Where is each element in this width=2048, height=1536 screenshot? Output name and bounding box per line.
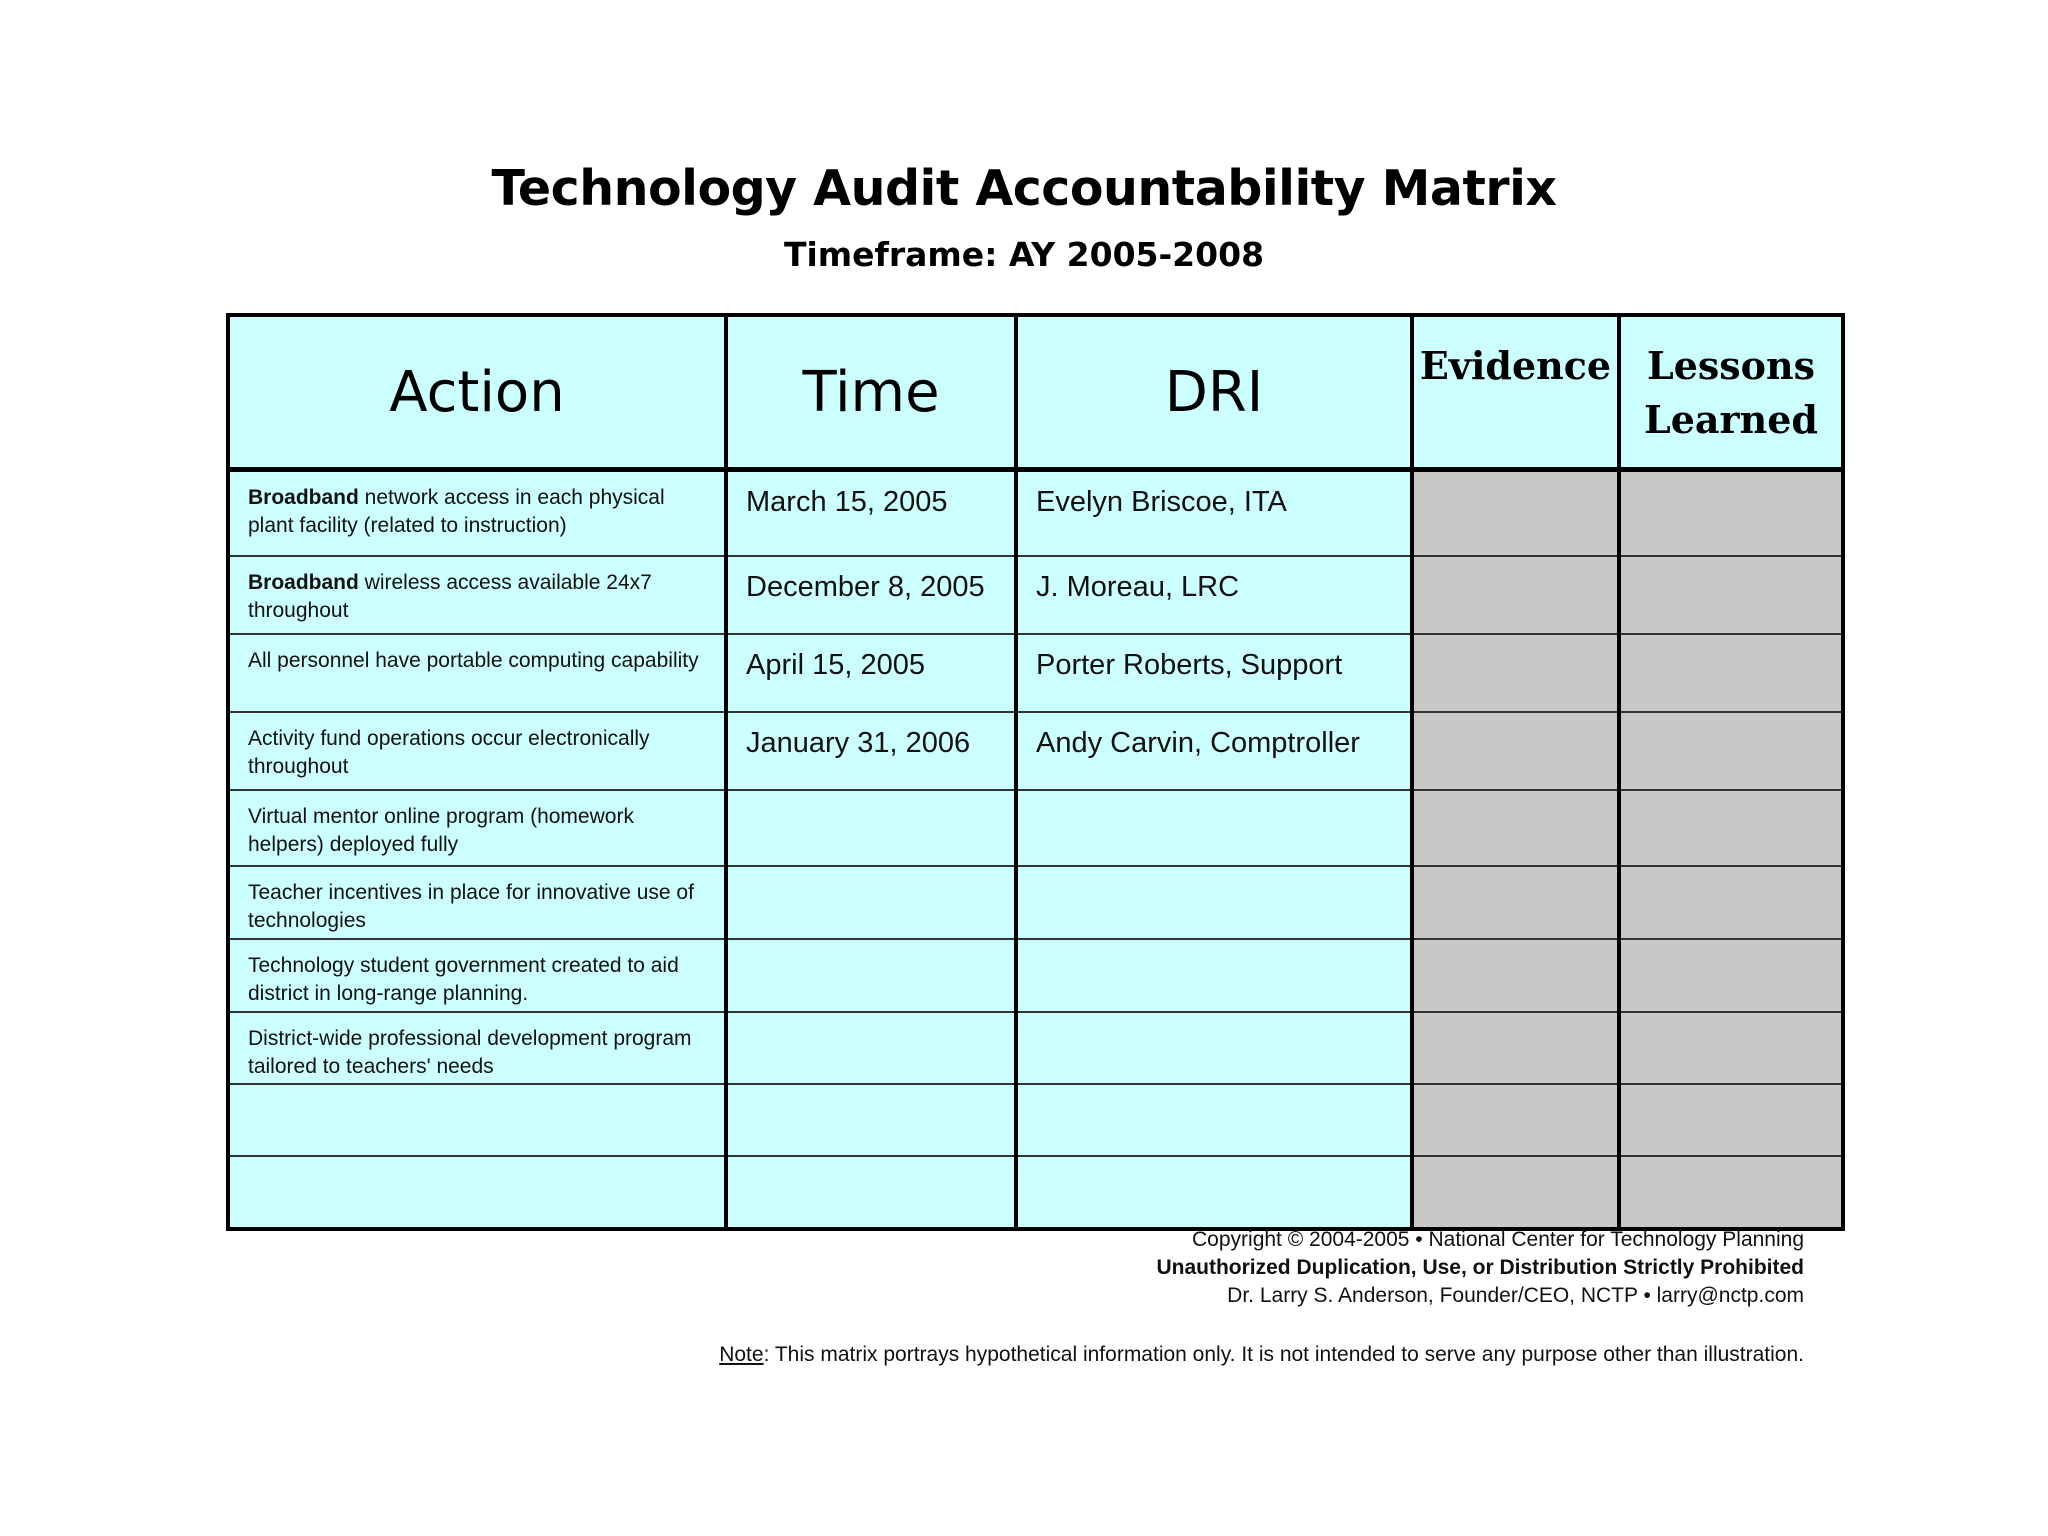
time-value: December 8, 2005	[746, 571, 985, 603]
timeframe-subtitle: Timeframe: AY 2005-2008	[783, 235, 1265, 274]
time-value	[728, 791, 1014, 805]
action-text: District-wide professional development program tailored to teachers' needs	[248, 1027, 692, 1078]
time-cell	[726, 939, 1016, 1012]
lessons-learned-cell	[1619, 939, 1843, 1012]
accountability-matrix-table	[226, 313, 1845, 1231]
time-value	[728, 1157, 1014, 1171]
evidence-cell	[1412, 556, 1619, 634]
time-value: April 15, 2005	[746, 649, 925, 681]
evidence-cell	[1412, 1012, 1619, 1084]
evidence-cell	[1412, 939, 1619, 1012]
table-row	[228, 556, 1843, 634]
time-cell	[726, 470, 1016, 557]
lessons-learned-cell	[1619, 1084, 1843, 1156]
time-cell	[726, 790, 1016, 866]
lessons-learned-cell	[1619, 470, 1843, 557]
table-row	[228, 790, 1843, 866]
table-row	[228, 712, 1843, 790]
header-time: Time	[726, 315, 1016, 470]
copyright-line: Copyright © 2004-2005 • National Center for Technology Planning	[1192, 1228, 1804, 1251]
dri-cell	[1016, 1156, 1412, 1229]
time-value	[728, 940, 1014, 954]
dri-cell	[1016, 866, 1412, 939]
dri-cell	[1016, 939, 1412, 1012]
time-cell	[726, 556, 1016, 634]
time-cell	[726, 1084, 1016, 1156]
dri-cell	[1016, 790, 1412, 866]
time-cell	[726, 1012, 1016, 1084]
dri-cell	[1016, 1012, 1412, 1084]
lessons-learned-cell	[1619, 712, 1843, 790]
author-contact-line: Dr. Larry S. Anderson, Founder/CEO, NCTP • larry@nctp.com	[1227, 1284, 1804, 1307]
action-text: All personnel have portable computing capability	[248, 649, 699, 672]
action-cell	[228, 634, 726, 712]
action-cell	[228, 556, 726, 634]
table-row	[228, 866, 1843, 939]
action-cell	[228, 866, 726, 939]
time-cell	[726, 712, 1016, 790]
dri-value	[1018, 867, 1410, 881]
table-row	[228, 1156, 1843, 1229]
time-value: January 31, 2006	[746, 727, 971, 759]
evidence-cell	[1412, 866, 1619, 939]
dri-cell	[1016, 1084, 1412, 1156]
action-text: wireless access available 24x7 throughout	[248, 571, 652, 622]
lessons-learned-cell	[1619, 634, 1843, 712]
action-text: Teacher incentives in place for innovative use of technologies	[248, 881, 694, 932]
header-dri: DRI	[1016, 315, 1412, 470]
action-text: network access in each physical plant facility (related to instruction)	[248, 486, 665, 537]
dri-value	[1018, 940, 1410, 954]
page-title: Technology Audit Accountability Matrix	[491, 160, 1557, 217]
disclaimer-note	[719, 1343, 1804, 1367]
header-lessons-learned	[1619, 315, 1843, 470]
action-cell	[228, 1012, 726, 1084]
action-cell	[228, 939, 726, 1012]
dri-value	[1018, 1013, 1410, 1027]
table-row	[228, 939, 1843, 1012]
evidence-cell	[1412, 470, 1619, 557]
action-text: Technology student government created to aid district in long-range planning.	[248, 954, 679, 1005]
action-cell	[228, 790, 726, 866]
note-label: Note	[719, 1343, 764, 1366]
action-bold-term: Broadband	[248, 571, 359, 594]
time-value: March 15, 2005	[746, 486, 948, 518]
dri-cell	[1016, 556, 1412, 634]
action-cell	[228, 712, 726, 790]
time-value	[728, 867, 1014, 881]
table-header-row	[228, 315, 1843, 470]
action-cell	[228, 1084, 726, 1156]
action-cell	[228, 470, 726, 557]
dri-value: Andy Carvin, Comptroller	[1036, 727, 1360, 759]
time-cell	[726, 1156, 1016, 1229]
evidence-cell	[1412, 790, 1619, 866]
lessons-learned-cell	[1619, 1156, 1843, 1229]
header-evidence: Evidence	[1412, 315, 1619, 470]
evidence-cell	[1412, 634, 1619, 712]
table-row	[228, 1012, 1843, 1084]
table-row	[228, 634, 1843, 712]
copyright-footer	[1156, 1226, 1804, 1310]
dri-cell	[1016, 712, 1412, 790]
evidence-cell	[1412, 712, 1619, 790]
dri-value	[1018, 791, 1410, 805]
dri-cell	[1016, 634, 1412, 712]
action-text: Activity fund operations occur electronically throughout	[248, 727, 650, 778]
table-row	[228, 470, 1843, 557]
dri-value: Evelyn Briscoe, ITA	[1036, 486, 1287, 518]
dri-value	[1018, 1085, 1410, 1099]
dri-value	[1018, 1157, 1410, 1171]
lessons-learned-cell	[1619, 556, 1843, 634]
evidence-cell	[1412, 1084, 1619, 1156]
action-bold-term: Broadband	[248, 486, 359, 509]
time-value	[728, 1013, 1014, 1027]
duplication-warning: Unauthorized Duplication, Use, or Distribution Strictly Prohibited	[1156, 1256, 1804, 1279]
time-value	[728, 1085, 1014, 1099]
time-cell	[726, 866, 1016, 939]
lessons-learned-cell	[1619, 866, 1843, 939]
dri-value: J. Moreau, LRC	[1036, 571, 1240, 603]
header-lessons-line2: Learned	[1644, 397, 1818, 442]
lessons-learned-cell	[1619, 790, 1843, 866]
note-text: : This matrix portrays hypothetical information only. It is not intended to serve any purpose other than illustration.	[763, 1343, 1804, 1366]
lessons-learned-cell	[1619, 1012, 1843, 1084]
header-lessons-line1: Lessons	[1646, 343, 1816, 388]
table-row	[228, 1084, 1843, 1156]
evidence-cell	[1412, 1156, 1619, 1229]
dri-cell	[1016, 470, 1412, 557]
header-action: Action	[228, 315, 726, 470]
dri-value: Porter Roberts, Support	[1036, 649, 1343, 681]
time-cell	[726, 634, 1016, 712]
action-cell	[228, 1156, 726, 1229]
action-text: Virtual mentor online program (homework helpers) deployed fully	[248, 805, 634, 856]
